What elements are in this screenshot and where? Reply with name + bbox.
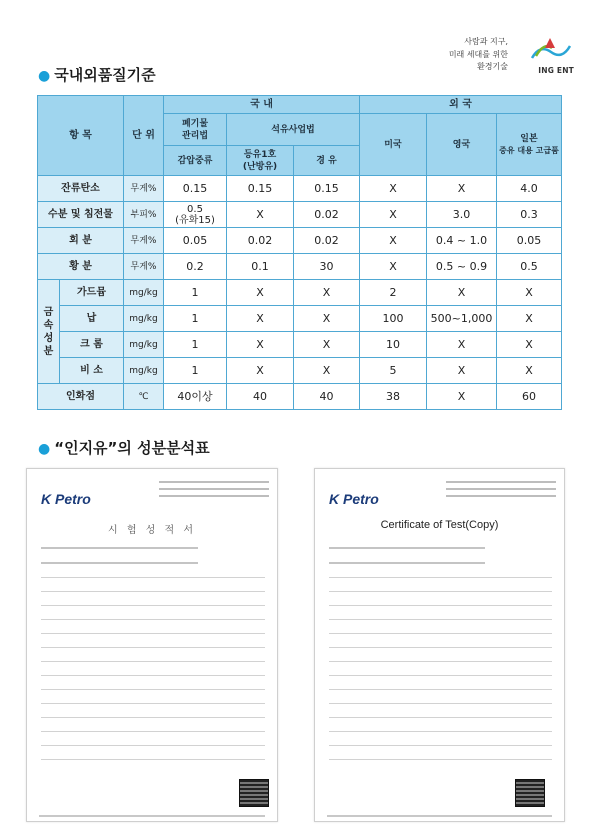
cell-v2: 0.15 xyxy=(227,176,294,202)
cell-v3: 0.02 xyxy=(294,202,360,228)
cell-v1: 1 xyxy=(164,332,227,358)
cell-us: X xyxy=(360,202,427,228)
header-foreign: 외 국 xyxy=(360,96,562,114)
header-light-oil: 경 유 xyxy=(294,146,360,176)
row-unit: 무게% xyxy=(124,228,164,254)
cell-us: X xyxy=(360,176,427,202)
cell-v3: X xyxy=(294,358,360,384)
table-row xyxy=(38,332,562,358)
header-japan xyxy=(497,114,562,176)
header-uk: 영국 xyxy=(427,114,497,176)
cell-uk: X xyxy=(427,280,497,306)
cell-v2: 40 xyxy=(227,384,294,410)
cell-us: 2 xyxy=(360,280,427,306)
cell-jp: X xyxy=(497,306,562,332)
row-item: 수분 및 침전물 xyxy=(38,202,124,228)
cell-us: X xyxy=(360,228,427,254)
brand-block xyxy=(422,30,582,80)
cell-v2: X xyxy=(227,202,294,228)
cell-v1: 0.05 xyxy=(164,228,227,254)
cell-jp: 0.05 xyxy=(497,228,562,254)
cell-us: 10 xyxy=(360,332,427,358)
cell-uk: X xyxy=(427,384,497,410)
cell-v1: 40이상 xyxy=(164,384,227,410)
document-body-lines xyxy=(329,547,552,773)
row-item: 회 분 xyxy=(38,228,124,254)
cell-v3: 0.15 xyxy=(294,176,360,202)
row-item: 크 롬 xyxy=(60,332,124,358)
cell-us: 100 xyxy=(360,306,427,332)
row-unit: mg/kg xyxy=(124,332,164,358)
row-unit: 부피% xyxy=(124,202,164,228)
row-item: 잔류탄소 xyxy=(38,176,124,202)
section-title-analysis: ● “인지유”의 성분분석표 xyxy=(38,439,210,457)
header-unit: 단 위 xyxy=(124,96,164,176)
cell-uk: 0.4 ~ 1.0 xyxy=(427,228,497,254)
cell-jp: X xyxy=(497,332,562,358)
cell-uk: X xyxy=(427,176,497,202)
row-unit: ℃ xyxy=(124,384,164,410)
cell-jp: 0.3 xyxy=(497,202,562,228)
cell-us: 5 xyxy=(360,358,427,384)
table-row xyxy=(38,202,562,228)
cell-v1: 1 xyxy=(164,306,227,332)
cell-us: X xyxy=(360,254,427,280)
brand-logo-text: ING ENT xyxy=(538,66,574,75)
cell-uk: X xyxy=(427,332,497,358)
header-usa: 미국 xyxy=(360,114,427,176)
kpetro-logo: K Petro xyxy=(41,491,91,507)
cell-v2: X xyxy=(227,280,294,306)
row-unit: mg/kg xyxy=(124,280,164,306)
header-waste-law: 폐기물 관리법 xyxy=(164,114,227,146)
cell-v2: X xyxy=(227,332,294,358)
cell-uk: 500~1,000 xyxy=(427,306,497,332)
cell-jp: X xyxy=(497,358,562,384)
analysis-document-english xyxy=(314,468,565,822)
cell-jp: 4.0 xyxy=(497,176,562,202)
quality-standards-table xyxy=(37,95,562,410)
cell-v2: X xyxy=(227,306,294,332)
header-reduced-class: 감압중류 xyxy=(164,146,227,176)
cell-v1: 1 xyxy=(164,358,227,384)
cell-us: 38 xyxy=(360,384,427,410)
row-item: 납 xyxy=(60,306,124,332)
cell-v2: X xyxy=(227,358,294,384)
kpetro-logo: K Petro xyxy=(329,491,379,507)
cell-jp: 60 xyxy=(497,384,562,410)
ing-ent-logo-icon xyxy=(528,34,574,64)
row-item: 가드뮴 xyxy=(60,280,124,306)
cell-v3: 30 xyxy=(294,254,360,280)
cell-uk: 3.0 xyxy=(427,202,497,228)
table-row xyxy=(38,306,562,332)
cell-v3: 0.02 xyxy=(294,228,360,254)
document-title: 시 험 성 적 서 xyxy=(107,525,196,536)
header-japan-label: 일본 xyxy=(520,133,538,144)
table-row xyxy=(38,176,562,202)
document-title: Certificate of Test(Copy) xyxy=(380,519,499,531)
cell-jp: 0.5 xyxy=(497,254,562,280)
header-kerosene: 등유1호 (난방유) xyxy=(227,146,294,176)
row-item: 비 소 xyxy=(60,358,124,384)
table-row xyxy=(38,280,562,306)
cell-v3: 40 xyxy=(294,384,360,410)
row-unit: 무게% xyxy=(124,176,164,202)
table-row xyxy=(38,228,562,254)
header-domestic: 국 내 xyxy=(164,96,360,114)
cell-uk: 0.5 ~ 0.9 xyxy=(427,254,497,280)
cell-v3: X xyxy=(294,280,360,306)
bullet-icon: ● xyxy=(38,441,51,457)
section-title-standards: ● 국내외품질기준 xyxy=(38,66,156,84)
cell-v1: 0.2 xyxy=(164,254,227,280)
cell-jp: X xyxy=(497,280,562,306)
cell-v2: 0.02 xyxy=(227,228,294,254)
table-row xyxy=(38,254,562,280)
row-item: 황 분 xyxy=(38,254,124,280)
table-row xyxy=(38,358,562,384)
cell-v1: 0.15 xyxy=(164,176,227,202)
cell-uk: X xyxy=(427,358,497,384)
bullet-icon: ● xyxy=(38,68,51,84)
table-row xyxy=(38,384,562,410)
metals-group-label: 금 속 성 분 xyxy=(38,280,60,384)
qr-stamp-icon xyxy=(239,779,269,807)
cell-v1: 0.5 (유화15) xyxy=(164,202,227,228)
header-item: 항 목 xyxy=(38,96,124,176)
qr-stamp-icon xyxy=(515,779,545,807)
row-item: 인화점 xyxy=(38,384,124,410)
row-unit: mg/kg xyxy=(124,358,164,384)
document-body-lines xyxy=(41,547,265,773)
cell-v3: X xyxy=(294,306,360,332)
header-petroleum-law: 석유사업법 xyxy=(227,114,360,146)
cell-v1: 1 xyxy=(164,280,227,306)
brand-tagline: 사람과 지구, 미래 세대를 위한 환경기술 xyxy=(448,37,508,71)
cell-v2: 0.1 xyxy=(227,254,294,280)
cell-v3: X xyxy=(294,332,360,358)
analysis-document-korean xyxy=(26,468,278,822)
row-unit: 무게% xyxy=(124,254,164,280)
header-japan-sub: 중유 대용 고급품 xyxy=(499,145,559,155)
row-unit: mg/kg xyxy=(124,306,164,332)
